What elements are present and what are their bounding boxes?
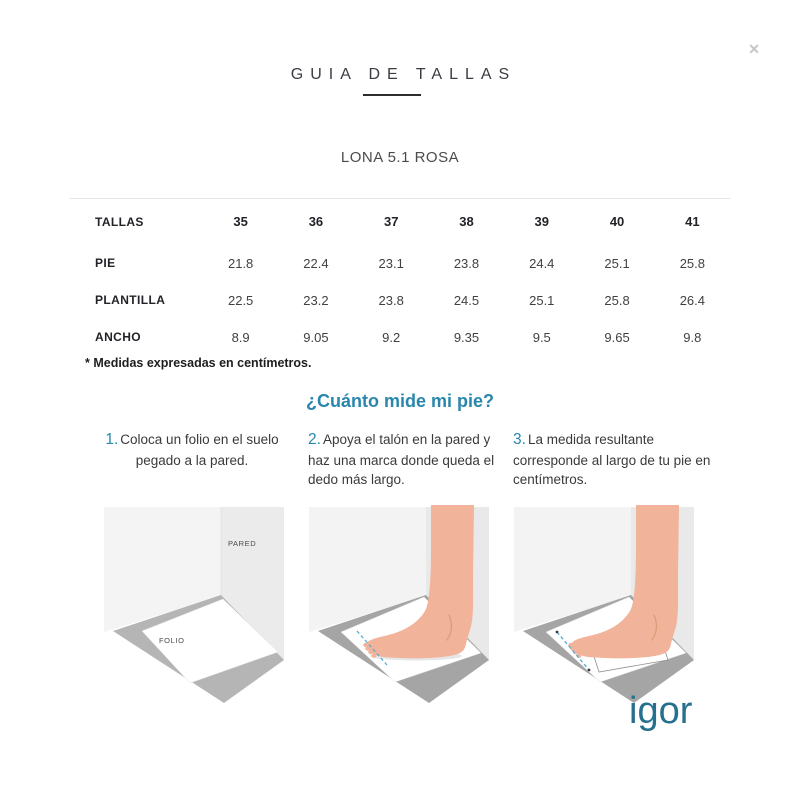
toe <box>363 643 367 647</box>
size-row-label: ANCHO <box>95 330 141 344</box>
size-cell: 21.8 <box>227 255 254 271</box>
size-cell: 24.5 <box>453 292 480 308</box>
size-row-label: TALLAS <box>95 214 144 229</box>
step-1-number: 1. <box>105 431 119 448</box>
size-cell: 37 <box>383 214 399 230</box>
product-name: LONA 5.1 ROSA <box>340 149 460 166</box>
size-cell: 39 <box>534 214 549 230</box>
table-row-pie <box>70 245 730 282</box>
page-title: GUIA DE TALLAS <box>290 66 517 83</box>
size-cell: 25.1 <box>529 292 555 308</box>
size-cell: 24.4 <box>529 255 555 271</box>
size-cell: 9.05 <box>303 329 329 345</box>
size-row-label: PIE <box>95 256 116 270</box>
size-cell: 23.8 <box>378 292 404 308</box>
size-cell: 23.1 <box>378 255 404 271</box>
illustration-step-1 <box>95 505 295 705</box>
size-cell: 26.4 <box>679 292 705 308</box>
size-cell: 41 <box>685 214 700 230</box>
illustration-step-3 <box>505 505 705 705</box>
size-cell: 40 <box>609 214 625 230</box>
size-cell: 9.35 <box>453 329 480 345</box>
size-cell: 9.2 <box>382 329 401 345</box>
step-2-text <box>308 429 506 489</box>
size-cell: 23.2 <box>303 292 329 308</box>
size-cell: 8.9 <box>231 329 250 345</box>
size-cell: 9.5 <box>532 329 551 345</box>
close-icon[interactable]: ✕ <box>748 41 760 57</box>
size-table <box>70 198 730 356</box>
measure-guide-heading: ¿Cuánto mide mi pie? <box>305 391 494 411</box>
size-table-header-row <box>70 199 730 245</box>
size-cell: 22.5 <box>227 292 254 308</box>
size-cell: 23.8 <box>453 255 480 271</box>
units-note: * Medidas expresadas en centímetros. <box>85 356 312 370</box>
size-cell: 25.1 <box>604 255 630 271</box>
title-underline <box>363 94 421 96</box>
measure-endpoint <box>588 669 591 672</box>
size-cell: 22.4 <box>303 255 329 271</box>
size-cell: 35 <box>233 214 248 230</box>
size-cell: 9.65 <box>604 329 630 345</box>
illustration-step-2 <box>300 505 500 705</box>
step-2-instruction: Apoya el talón en la pared y haz una marca donde queda el dedo más largo. <box>308 432 495 488</box>
brand-logo: igor <box>629 690 693 732</box>
toe <box>372 653 377 658</box>
step-1-text <box>97 429 287 470</box>
size-cell: 25.8 <box>604 292 630 308</box>
step-3-instruction: La medida resultante corresponde al largo de tu pie en centímetros. <box>513 432 711 488</box>
toe <box>368 650 373 655</box>
size-cell: 25.8 <box>679 255 705 271</box>
size-cell: 38 <box>459 214 474 230</box>
measure-endpoint <box>556 631 559 634</box>
table-row-plantilla <box>70 282 730 319</box>
step-3-number: 3. <box>513 431 526 448</box>
table-row-ancho <box>70 319 730 356</box>
folio-label: FOLIO <box>159 636 185 645</box>
step-3-text <box>513 429 711 489</box>
step-1-instruction: Coloca un folio en el suelo pegado a la pared. <box>120 432 279 468</box>
size-row-label: PLANTILLA <box>95 293 166 307</box>
size-cell: 36 <box>308 214 324 230</box>
size-cell: 9.8 <box>683 329 702 345</box>
pared-label: PARED <box>228 539 257 548</box>
step-2-number: 2. <box>308 431 321 448</box>
